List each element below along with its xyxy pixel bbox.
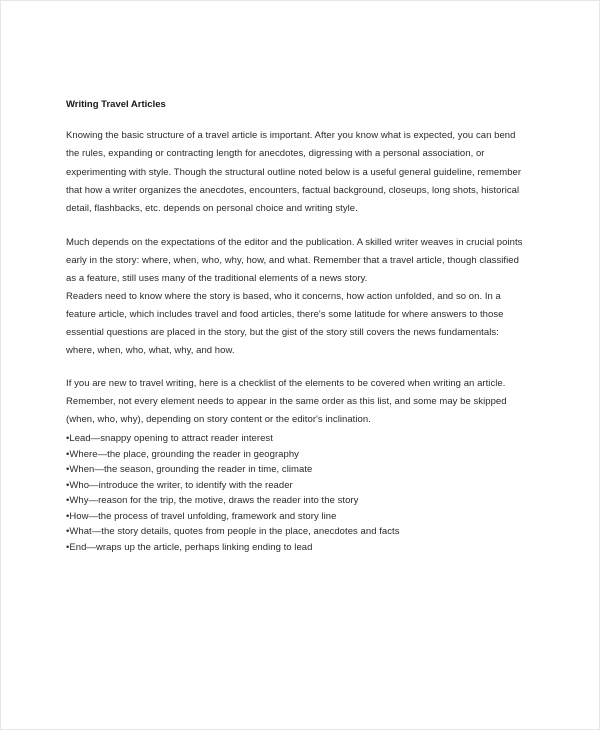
- paragraph-2-line: Readers need to know where the story is based, who it concerns, how action unfolded, and so on. In a: [66, 291, 501, 302]
- paragraph-1-line: experimenting with style. Though the structural outline noted below is a useful general guideline, remember: [66, 167, 522, 178]
- checklist-item: •How—the process of travel unfolding, framework and story line: [66, 511, 337, 522]
- paragraph-2-line: essential questions are placed in the story, but the gist of the story still covers the news fundamentals:: [66, 327, 499, 338]
- paragraph-2-line: Much depends on the expectations of the editor and the publication. A skilled writer weaves in crucial points: [66, 237, 523, 248]
- paragraph-2-line: as a feature, still uses many of the traditional elements of a news story.: [66, 273, 368, 284]
- paragraph-1-line: Knowing the basic structure of a travel article is important. After you know what is expected, you can bend: [66, 130, 516, 141]
- paragraph-2-line: feature article, which includes travel and food articles, there's some latitude for where answers to those: [66, 309, 504, 320]
- paragraph-3-line: If you are new to travel writing, here is a checklist of the elements to be covered when writing an article.: [66, 378, 506, 389]
- document-title: Writing Travel Articles: [66, 99, 166, 110]
- paragraph-2-line: early in the story: where, when, who, why, how, and what. Remember that a travel article, though classified: [66, 255, 519, 266]
- paragraph-3-line: (when, who, why), depending on story content or the editor's inclination.: [66, 414, 371, 425]
- paragraph-1-line: that how a writer organizes the anecdotes, encounters, factual background, closeups, long shots, historical: [66, 185, 520, 196]
- checklist-item: •Lead—snappy opening to attract reader interest: [66, 433, 273, 444]
- paragraph-1-line: detail, flashbacks, etc. depends on personal choice and writing style.: [66, 203, 358, 214]
- paragraph-3-line: Remember, not every element needs to appear in the same order as this list, and some may be skipped: [66, 396, 507, 407]
- checklist-item: •Why—reason for the trip, the motive, draws the reader into the story: [66, 495, 359, 506]
- checklist-item: •End—wraps up the article, perhaps linking ending to lead: [66, 542, 313, 553]
- paragraph-1-line: the rules, expanding or contracting length for anecdotes, digressing with a personal association, or: [66, 148, 485, 159]
- checklist-item: •Where—the place, grounding the reader in geography: [66, 448, 299, 460]
- paragraph-2-line: where, when, who, what, why, and how.: [66, 345, 235, 356]
- checklist-item: •Who—introduce the writer, to identify with the reader: [66, 480, 293, 491]
- checklist-item: •What—the story details, quotes from people in the place, anecdotes and facts: [66, 526, 400, 537]
- checklist-item: •When—the season, grounding the reader in time, climate: [66, 464, 313, 475]
